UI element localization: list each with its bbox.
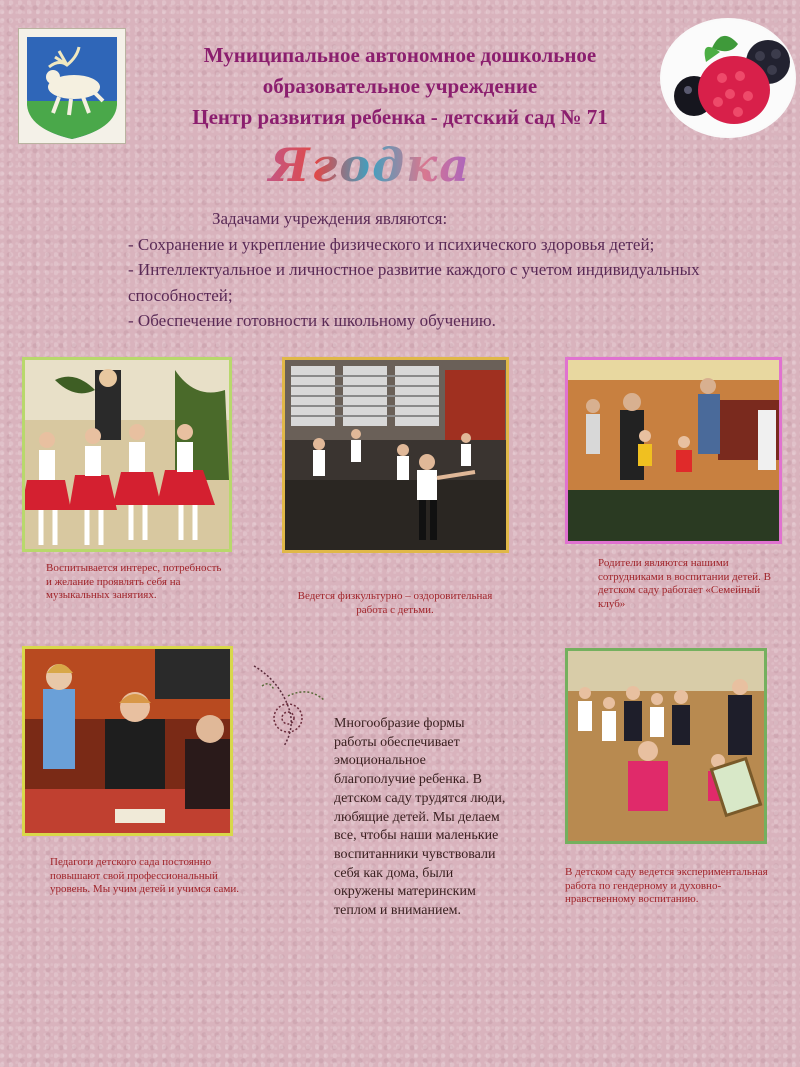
diversity-text: Многообразие формы работы обеспечивает эмоциональное благополучие ребенка. В детском саду трудятся люди, любящие детей. Мы делаем все, чтобы наши маленькие воспитанники чувствовали себя как дома, были окружены материнским теплом и вниманием.	[334, 716, 506, 919]
task-item: - Интеллектуальное и личностное развитие каждого с учетом индивидуальных способностей;	[128, 260, 700, 305]
title-line-1: Муниципальное автономное дошкольное	[203, 43, 597, 67]
caption-physical-education: Ведется физкультурно – оздоровительная работа с детьми.	[297, 590, 493, 616]
tasks-section	[128, 206, 788, 334]
caption-experimental-work: В детском саду ведется экспериментальная работа по гендерному и духовно-нравственному воспитанию.	[565, 866, 768, 905]
title-line-2: образовательное учреждение	[262, 74, 538, 98]
berries-image	[660, 18, 796, 138]
task-item: - Сохранение и укрепление физического и психического здоровья детей;	[128, 234, 655, 254]
caption-teachers: Педагоги детского сада постоянно повышают свой профессиональный уровень. Мы учим детей и учимся сами.	[50, 856, 239, 895]
tasks-heading: Задачами учреждения являются:	[212, 209, 448, 228]
caption-music: Воспитывается интерес, потребность и желание проявлять себя на музыкальных занятиях.	[46, 562, 222, 601]
caption-family-club: Родители являются нашими сотрудниками в воспитании детей. В детском саду работает «Семейный клуб»	[598, 557, 771, 610]
photo-experimental-work	[565, 648, 767, 844]
photo-family-club	[565, 357, 782, 544]
task-item: - Обеспечение готовности к школьному обучению.	[128, 311, 496, 330]
flower-ornament	[248, 656, 328, 748]
institution-title	[130, 40, 670, 133]
kindergarten-name: Ягодка	[200, 138, 540, 192]
coat-of-arms	[18, 28, 126, 144]
title-line-3: Центр развития ребенка - детский сад № 71	[192, 105, 608, 129]
photo-teachers	[22, 646, 233, 836]
photo-music-class	[22, 357, 232, 552]
photo-physical-education	[282, 357, 509, 553]
